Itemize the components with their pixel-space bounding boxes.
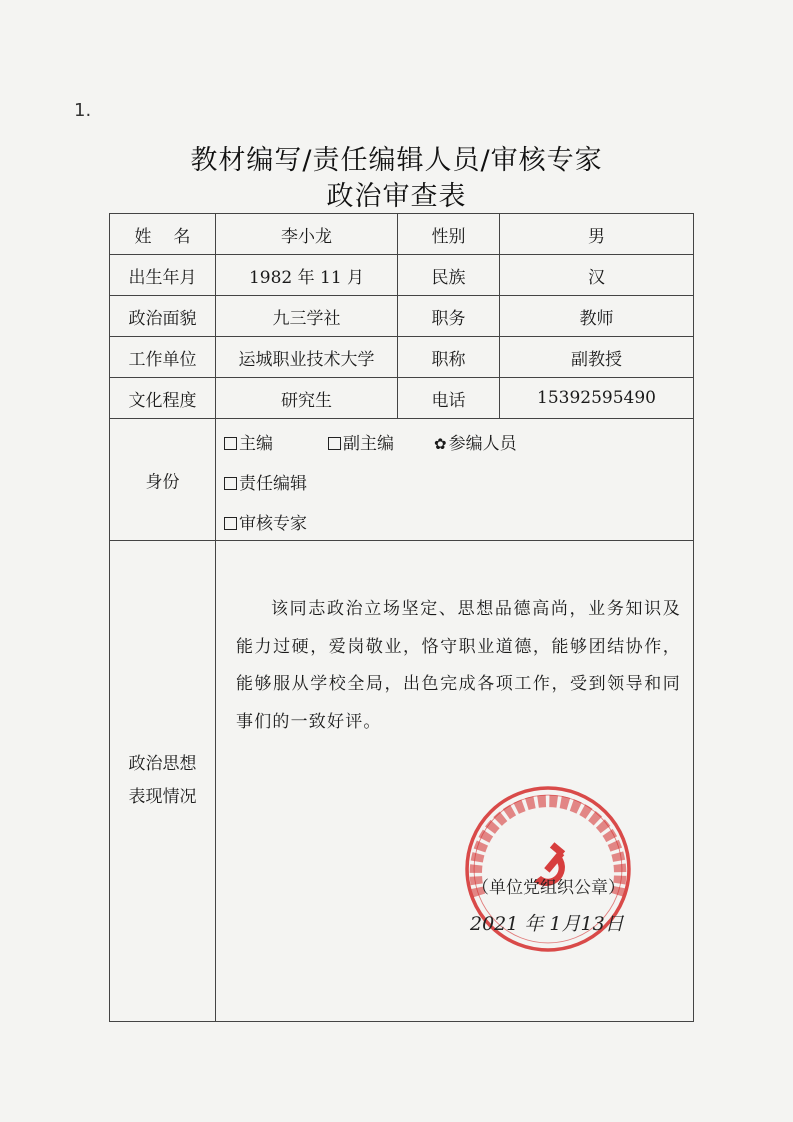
remarks-cell [216, 541, 694, 1022]
workplace-label: 工作单位 [110, 337, 216, 378]
ethnicity-value: 汉 [500, 255, 694, 296]
name-value: 李小龙 [216, 214, 398, 255]
form-title-line2: 政治审查表 [326, 181, 467, 212]
option-responsible-editor[interactable] [224, 469, 307, 494]
identity-label: 身份 [145, 472, 180, 492]
workplace-value: 运城职业技术大学 [216, 337, 398, 378]
page-number: 1. [74, 100, 92, 121]
option-contributor-label: 参编人员 [448, 434, 517, 454]
option-deputy-editor[interactable] [328, 429, 394, 454]
title-label: 职称 [398, 337, 500, 378]
identity-label-cell [110, 419, 216, 541]
political-value: 九三学社 [216, 296, 398, 337]
political-label: 政治面貌 [110, 296, 216, 337]
position-label: 职务 [398, 296, 500, 337]
option-reviewer-label: 审核专家 [239, 514, 307, 534]
phone-value: 15392595490 [500, 378, 694, 419]
political-review-form [109, 213, 694, 1022]
phone-label: 电话 [398, 378, 500, 419]
remarks-label-line1: 政治思想 [128, 754, 197, 774]
option-chief-editor-label: 主编 [239, 434, 273, 454]
remarks-label-cell [110, 541, 216, 1022]
checkbox-icon[interactable] [224, 437, 237, 450]
ethnicity-label: 民族 [398, 255, 500, 296]
handwritten-date: 2021 年 1月13日 [470, 913, 624, 935]
birth-value: 1982 年 11 月 [216, 255, 398, 296]
birth-label: 出生年月 [110, 255, 216, 296]
checked-flower-icon[interactable]: ✿ [434, 435, 447, 453]
option-responsible-editor-label: 责任编辑 [239, 474, 307, 494]
checkbox-icon[interactable] [224, 477, 237, 490]
seal-note: （单位党组织公章） [472, 878, 625, 898]
gender-label: 性别 [398, 214, 500, 255]
education-value: 研究生 [216, 378, 398, 419]
gender-value: 男 [500, 214, 694, 255]
form-title-line1: 教材编写/责任编辑人员/审核专家 [190, 145, 603, 176]
name-label: 姓名 [110, 214, 216, 255]
remarks-text: 该同志政治立场坚定、思想品德高尚，业务知识及能力过硬，爱岗敬业，恪守职业道德，能够团结协作，能够服从学校全局，出色完成各项工作，受到领导和同事们的一致好评。 [236, 599, 681, 732]
option-chief-editor[interactable] [224, 429, 273, 454]
option-contributor[interactable] [434, 429, 517, 454]
identity-options [216, 419, 694, 541]
option-deputy-editor-label: 副主编 [343, 434, 394, 454]
education-label: 文化程度 [110, 378, 216, 419]
checkbox-icon[interactable] [328, 437, 341, 450]
position-value: 教师 [500, 296, 694, 337]
title-value: 副教授 [500, 337, 694, 378]
remarks-label-line2: 表现情况 [128, 787, 197, 807]
option-reviewer[interactable] [224, 509, 307, 534]
checkbox-icon[interactable] [224, 517, 237, 530]
